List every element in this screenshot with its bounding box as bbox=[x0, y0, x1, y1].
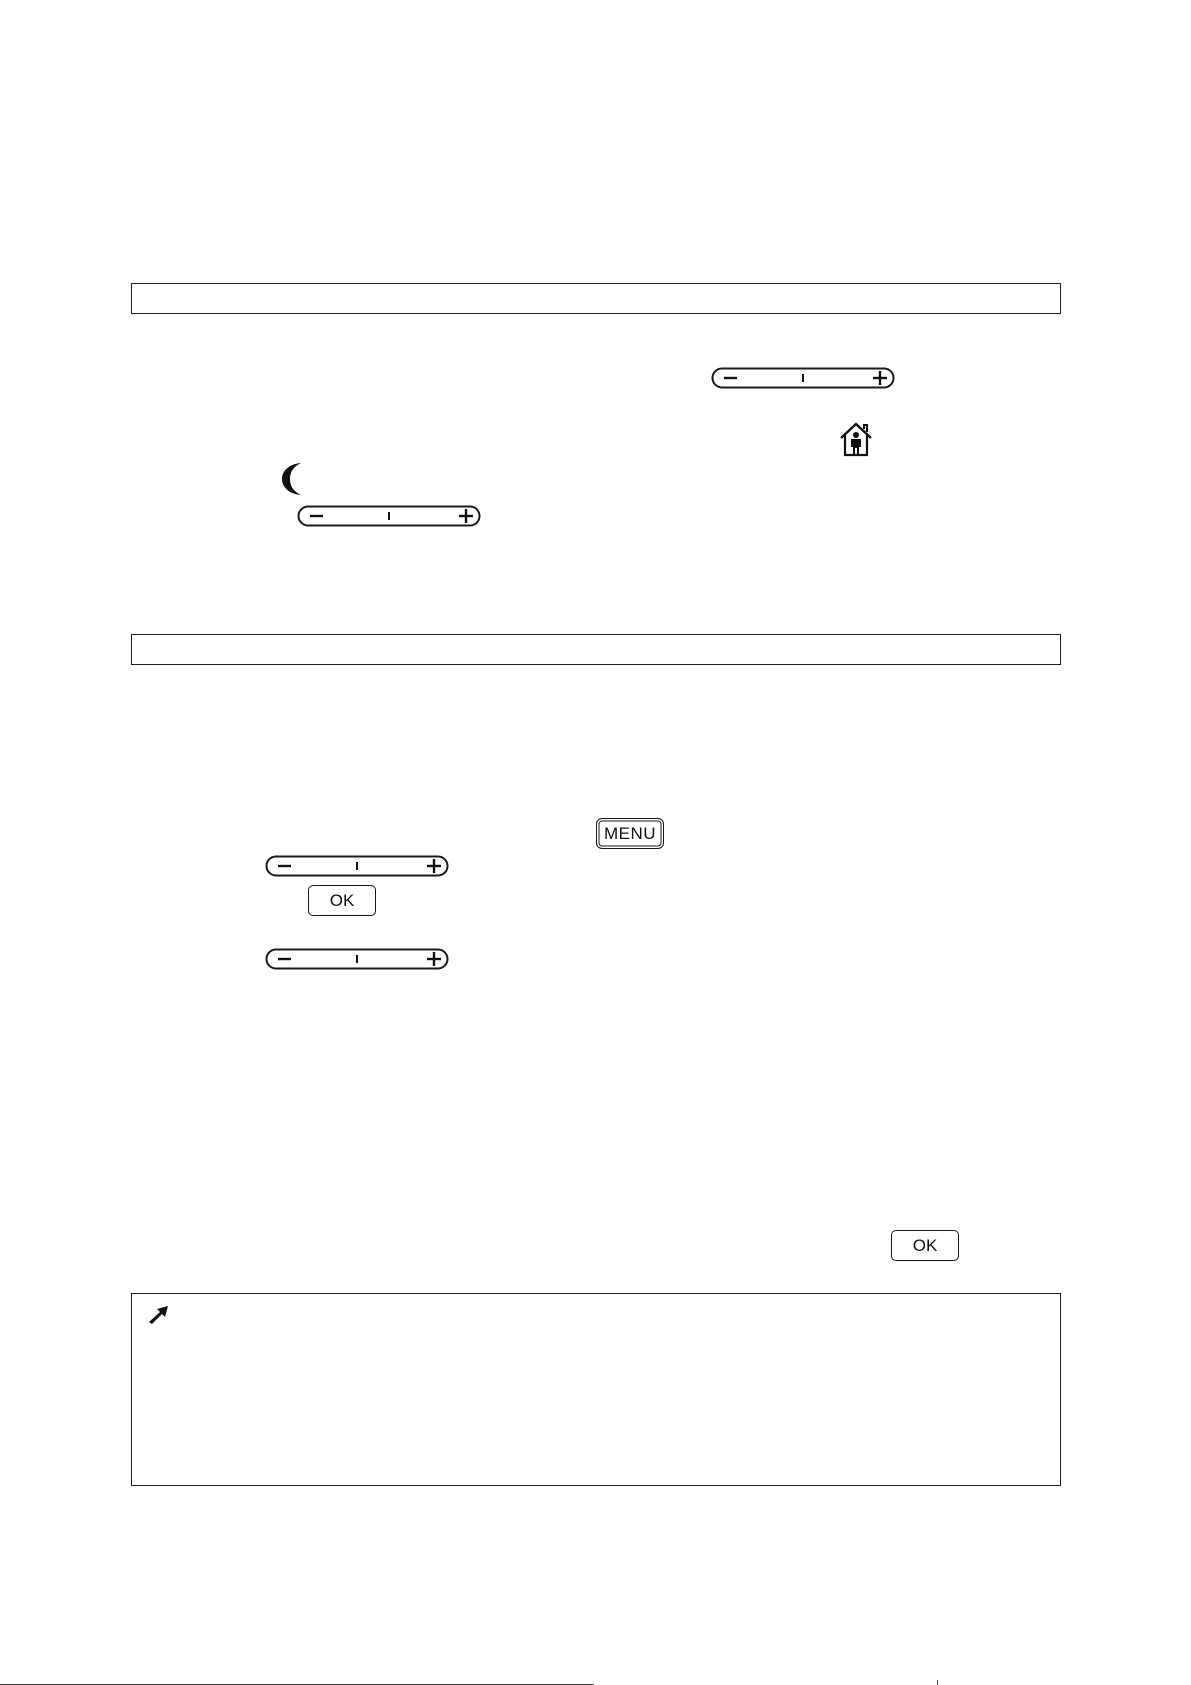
ok-key: OK bbox=[308, 885, 376, 916]
ok-key: OK bbox=[891, 1230, 959, 1261]
rocker-key bbox=[265, 855, 449, 877]
note-box bbox=[131, 1293, 1061, 1486]
menu-key: MENU bbox=[596, 818, 664, 849]
section-1-header-box bbox=[131, 283, 1061, 314]
rocker-key bbox=[711, 367, 895, 389]
house-person-icon bbox=[838, 421, 874, 457]
crescent-moon-icon bbox=[280, 461, 310, 497]
north-east-arrow-icon bbox=[146, 1304, 172, 1324]
section-2-header-box bbox=[131, 634, 1061, 665]
footer-tick bbox=[937, 1680, 938, 1685]
rocker-key bbox=[265, 948, 449, 970]
rocker-key bbox=[297, 505, 481, 527]
